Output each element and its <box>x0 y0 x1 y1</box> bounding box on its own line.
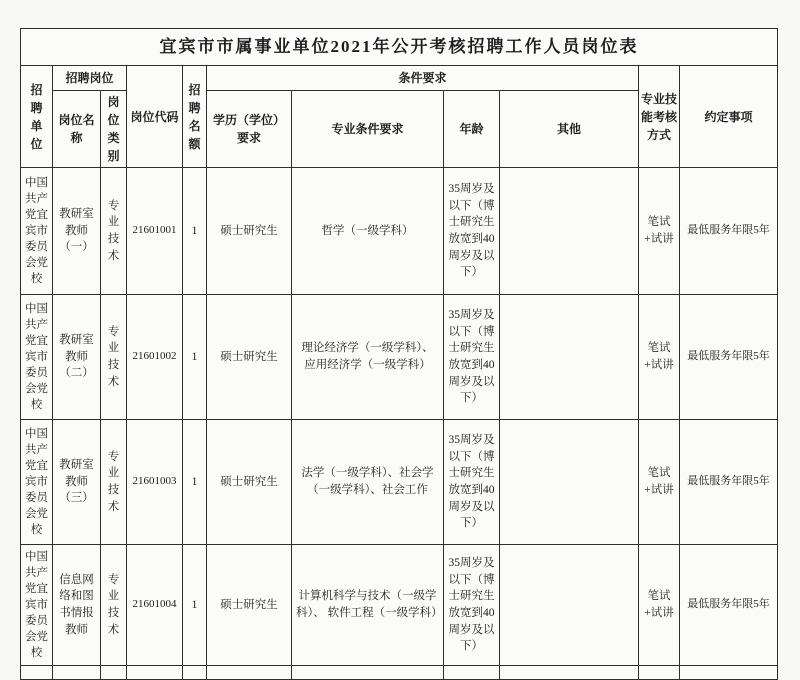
cell-terms: 最低服务年限5年 <box>680 295 778 420</box>
cell-major: 理论经济学（一级学科）、应用经济学（一级学科） <box>292 295 444 420</box>
cell-quota: 1 <box>183 168 207 295</box>
cell-post-name: 教研室教师（一） <box>53 168 101 295</box>
cell-major: 法学（一级学科）、社会学（一级学科）、社会工作 <box>292 420 444 545</box>
cell-exam-method: 笔试+试讲 <box>639 545 680 666</box>
title-row <box>21 29 778 66</box>
cell-post-name: 教研室教师（二） <box>53 295 101 420</box>
cell-post-code: 21601003 <box>127 420 183 545</box>
header-other: 其他 <box>500 91 639 168</box>
partial-row <box>21 666 778 680</box>
header-terms: 约定事项 <box>680 66 778 168</box>
header-post-category: 岗位类别 <box>101 91 127 168</box>
cell-age: 35周岁及以下（博士研究生放宽到40周岁及以下） <box>444 168 500 295</box>
cell-unit: 中国共产党宜宾市委员会党校 <box>21 420 53 545</box>
header-major: 专业条件要求 <box>292 91 444 168</box>
cell-age: 35周岁及以下（博士研究生放宽到40周岁及以下） <box>444 295 500 420</box>
cell-post-code: 21601004 <box>127 545 183 666</box>
cell-terms: 最低服务年限5年 <box>680 545 778 666</box>
cell-age: 35周岁及以下（博士研究生放宽到40周岁及以下） <box>444 420 500 545</box>
cell-major: 哲学（一级学科） <box>292 168 444 295</box>
table-row <box>21 168 778 295</box>
cell-post-category: 专业技术 <box>101 545 127 666</box>
table-row <box>21 545 778 666</box>
cell-education: 硕士研究生 <box>207 420 292 545</box>
table-row <box>21 420 778 545</box>
cell-other <box>500 168 639 295</box>
cell-education: 硕士研究生 <box>207 295 292 420</box>
header-post-group: 招聘岗位 <box>53 66 127 91</box>
cell-post-category: 专业技术 <box>101 420 127 545</box>
cell-post-name: 教研室教师（三） <box>53 420 101 545</box>
header-post-name: 岗位名称 <box>53 91 101 168</box>
cell-unit: 中国共产党宜宾市委员会党校 <box>21 545 53 666</box>
cell-post-code: 21601002 <box>127 295 183 420</box>
cell-post-name: 信息网络和图书情报教师 <box>53 545 101 666</box>
cell-post-code: 21601001 <box>127 168 183 295</box>
cell-exam-method: 笔试+试讲 <box>639 295 680 420</box>
header-quota: 招聘名额 <box>183 66 207 168</box>
header-requirements: 条件要求 <box>207 66 639 91</box>
header-age: 年龄 <box>444 91 500 168</box>
cell-post-category: 专业技术 <box>101 295 127 420</box>
header-row-top <box>21 66 778 91</box>
cell-exam-method: 笔试+试讲 <box>639 168 680 295</box>
header-exam-method: 专业技能考核方式 <box>639 66 680 168</box>
cell-quota: 1 <box>183 420 207 545</box>
cell-other <box>500 545 639 666</box>
cell-age: 35周岁及以下（博士研究生放宽到40周岁及以下） <box>444 545 500 666</box>
header-post-code: 岗位代码 <box>127 66 183 168</box>
cell-exam-method: 笔试+试讲 <box>639 420 680 545</box>
page-title: 宜宾市市属事业单位2021年公开考核招聘工作人员岗位表 <box>21 29 778 66</box>
cell-education: 硕士研究生 <box>207 168 292 295</box>
table-row <box>21 295 778 420</box>
cell-other <box>500 295 639 420</box>
cell-quota: 1 <box>183 545 207 666</box>
job-positions-table <box>20 28 778 680</box>
cell-unit: 中国共产党宜宾市委员会党校 <box>21 295 53 420</box>
header-education: 学历（学位）要求 <box>207 91 292 168</box>
cell-other <box>500 420 639 545</box>
cell-unit: 中国共产党宜宾市委员会党校 <box>21 168 53 295</box>
cell-education: 硕士研究生 <box>207 545 292 666</box>
cell-quota: 1 <box>183 295 207 420</box>
cell-post-category: 专业技术 <box>101 168 127 295</box>
header-unit: 招聘单位 <box>21 66 53 168</box>
cell-major: 计算机科学与技术（一级学科）、 软件工程（一级学科） <box>292 545 444 666</box>
cell-terms: 最低服务年限5年 <box>680 168 778 295</box>
cell-terms: 最低服务年限5年 <box>680 420 778 545</box>
